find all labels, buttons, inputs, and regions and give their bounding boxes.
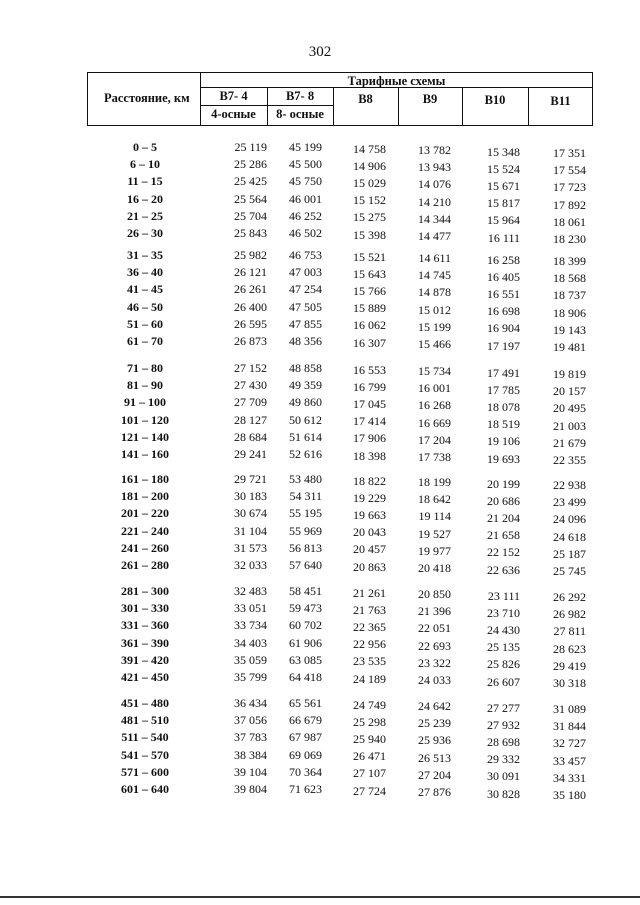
tariff-value: 21 204 [487, 510, 520, 525]
distance-range: 261 – 280 [121, 558, 169, 572]
tariff-value: 23 710 [487, 605, 520, 620]
tariff-value: 35 059 [234, 652, 267, 667]
tariff-value: 28 698 [487, 734, 520, 749]
tariff-value: 25 135 [487, 640, 520, 655]
tariff-value: 46 502 [289, 226, 322, 240]
tariff-value: 25 982 [234, 248, 267, 262]
tariff-value: 55 969 [289, 523, 322, 538]
tariff-value: 13 782 [418, 143, 451, 157]
tariff-value: 56 813 [289, 540, 322, 555]
tariff-value: 19 229 [353, 490, 386, 505]
tariff-value: 17 351 [553, 146, 586, 160]
tariff-value: 30 091 [487, 769, 520, 784]
tariff-value: 13 943 [418, 160, 451, 175]
distance-range: 41 – 45 [127, 282, 163, 297]
tariff-value: 15 012 [418, 302, 451, 317]
tariff-value: 17 892 [553, 197, 586, 212]
tariff-value: 46 001 [289, 191, 322, 206]
tariff-value: 26 513 [418, 750, 451, 765]
tariff-value: 15 734 [418, 364, 451, 378]
tariff-value: 21 261 [353, 585, 386, 600]
tariff-value: 26 595 [234, 316, 267, 331]
tariff-value: 61 906 [289, 635, 322, 650]
tariff-value: 25 119 [234, 140, 267, 154]
tariff-value: 22 956 [353, 637, 386, 652]
tariff-value: 27 932 [487, 717, 520, 732]
tariff-value: 22 636 [487, 562, 520, 577]
col-header-b8: В8 [358, 92, 373, 106]
tariff-value: 20 863 [353, 559, 386, 574]
tariff-value: 15 199 [418, 319, 451, 334]
distance-range: 31 – 35 [127, 248, 163, 262]
tariff-value: 22 938 [553, 478, 586, 492]
tariff-value: 27 107 [353, 766, 386, 781]
tariff-value: 24 430 [487, 622, 520, 637]
col-header-b10: В10 [484, 93, 506, 107]
tariff-value: 16 001 [418, 381, 451, 396]
distance-range: 181 – 200 [121, 489, 169, 504]
tariff-value: 16 405 [487, 269, 520, 284]
tariff-value: 29 241 [234, 447, 267, 461]
tariff-value: 71 623 [289, 782, 322, 796]
tariff-value: 18 199 [418, 475, 451, 489]
tariff-value: 25 704 [234, 208, 267, 223]
tariff-value: 21 658 [487, 528, 520, 543]
tariff-value: 19 481 [553, 340, 586, 354]
distance-range: 36 – 40 [127, 265, 163, 280]
page-bottom-rule [0, 896, 640, 898]
distance-range: 21 – 25 [127, 208, 163, 223]
tariff-value: 15 766 [353, 283, 386, 298]
tariff-value: 22 051 [418, 621, 451, 636]
tariff-value: 25 564 [234, 191, 267, 206]
tariff-value: 20 495 [553, 401, 586, 416]
distance-range: 26 – 30 [127, 226, 163, 240]
tariff-value: 45 750 [289, 174, 322, 189]
distance-range: 121 – 140 [121, 429, 169, 444]
tariff-value: 23 111 [487, 588, 520, 603]
distance-range: 451 – 480 [121, 696, 169, 710]
tariff-value: 23 499 [553, 495, 586, 510]
tariff-value: 27 811 [553, 624, 586, 639]
tariff-value: 27 204 [418, 767, 451, 782]
tariff-value: 16 551 [487, 286, 520, 301]
tariff-value: 31 844 [553, 719, 586, 734]
tariff-value: 22 355 [553, 453, 586, 467]
tariff-value: 17 197 [487, 338, 520, 353]
tariff-value: 63 085 [289, 652, 322, 667]
tariff-value: 26 982 [553, 607, 586, 622]
tariff-value: 15 275 [353, 210, 386, 225]
tariff-value: 14 210 [418, 194, 451, 209]
tariff-value: 36 434 [234, 696, 267, 710]
tariff-value: 30 674 [234, 506, 267, 521]
distance-range: 421 – 450 [121, 670, 169, 684]
tariff-value: 30 318 [553, 676, 586, 690]
tariff-value: 18 078 [487, 399, 520, 414]
tariff-value: 59 473 [289, 601, 322, 616]
tariff-value: 45 500 [289, 157, 322, 172]
tariff-value: 14 611 [418, 251, 451, 265]
distance-range: 221 – 240 [121, 523, 169, 538]
tariff-value: 17 554 [553, 163, 586, 178]
tariff-value: 15 524 [487, 161, 520, 176]
tariff-value: 31 089 [553, 702, 586, 716]
tariff-value: 20 157 [553, 384, 586, 399]
tariff-value: 15 348 [487, 144, 520, 159]
tariff-value: 22 152 [487, 545, 520, 560]
tariff-value: 15 817 [487, 196, 520, 211]
col-header-b74: В7- 4 [219, 89, 248, 103]
tariff-value: 19 977 [418, 543, 451, 558]
distance-range: 241 – 260 [121, 540, 169, 555]
tariff-value: 19 143 [553, 322, 586, 337]
tariff-value: 28 684 [234, 429, 267, 444]
tariff-value: 15 671 [487, 178, 520, 193]
tariff-value: 17 723 [553, 180, 586, 195]
tariff-value: 48 356 [289, 334, 322, 348]
tariff-value: 18 822 [353, 473, 386, 488]
tariff-value: 37 783 [234, 730, 267, 745]
tariff-value: 25 286 [234, 157, 267, 172]
page-number: 302 [308, 44, 332, 60]
tariff-value: 14 344 [418, 211, 451, 226]
tariff-value: 19 663 [353, 507, 386, 522]
distance-range: 331 – 360 [121, 618, 169, 633]
tariff-value: 16 111 [487, 230, 520, 245]
tariff-value: 15 398 [353, 227, 386, 242]
distance-range: 361 – 390 [121, 635, 169, 650]
tariff-value: 46 252 [289, 208, 322, 223]
tariff-value: 29 721 [234, 472, 267, 486]
tariff-value: 24 618 [553, 529, 586, 544]
tariff-value: 60 702 [289, 618, 322, 633]
tariff-value: 14 745 [418, 268, 451, 283]
tariff-value: 37 056 [234, 713, 267, 728]
tariff-value: 18 642 [418, 492, 451, 507]
tariff-value: 27 277 [487, 700, 520, 715]
distance-header: Расстояние, км [104, 91, 190, 105]
tariff-value: 30 828 [487, 786, 520, 801]
tariff-value: 16 669 [418, 415, 451, 430]
distance-range: 601 – 640 [121, 782, 169, 796]
tariff-value: 25 940 [353, 731, 386, 746]
tariff-value: 47 855 [289, 316, 322, 331]
distance-range: 541 – 570 [121, 747, 169, 762]
tariff-value: 21 396 [418, 604, 451, 619]
distance-range: 91 – 100 [124, 395, 166, 410]
distance-range: 101 – 120 [121, 412, 169, 427]
tariff-value: 30 183 [234, 489, 267, 504]
tariff-value: 24 033 [418, 673, 451, 687]
tariff-value: 33 457 [553, 753, 586, 768]
tariff-value: 27 430 [234, 378, 267, 393]
tariff-value: 65 561 [289, 696, 322, 710]
tariff-value: 18 061 [553, 214, 586, 229]
distance-range: 71 – 80 [127, 361, 163, 375]
tariff-value: 20 686 [487, 493, 520, 508]
tariff-value: 46 753 [289, 248, 322, 262]
tariff-value: 22 693 [418, 638, 451, 653]
tariff-value: 17 204 [418, 432, 451, 447]
tariff-value: 24 096 [553, 512, 586, 527]
tariff-value: 26 400 [234, 299, 267, 314]
tariff-value: 25 298 [353, 714, 386, 729]
tariff-header: Тарифные схемы [347, 74, 446, 88]
tariff-value: 21 679 [553, 435, 586, 450]
tariff-value: 25 187 [553, 546, 586, 561]
tariff-value: 15 889 [353, 301, 386, 316]
tariff-value: 20 043 [353, 525, 386, 540]
tariff-value: 26 873 [234, 334, 267, 348]
tariff-value: 18 568 [553, 271, 586, 286]
distance-range: 201 – 220 [121, 506, 169, 521]
tariff-value: 28 127 [234, 412, 267, 427]
tariff-value: 25 425 [234, 174, 267, 189]
tariff-value: 66 679 [289, 713, 322, 728]
distance-range: 61 – 70 [127, 334, 163, 348]
tariff-value: 24 189 [353, 671, 386, 686]
tariff-value: 16 062 [353, 318, 386, 333]
tariff-value: 25 936 [418, 733, 451, 748]
tariff-value: 27 724 [353, 783, 386, 798]
tariff-value: 32 033 [234, 558, 267, 572]
tariff-value: 32 727 [553, 736, 586, 751]
tariff-value: 29 332 [487, 752, 520, 767]
tariff-value: 51 614 [289, 429, 322, 444]
tariff-value: 14 758 [353, 141, 386, 156]
tariff-value: 26 261 [234, 282, 267, 297]
col-header-b9: В9 [422, 92, 438, 106]
tariff-value: 70 364 [289, 764, 322, 779]
tariff-value: 34 331 [553, 770, 586, 785]
tariff-value: 15 964 [487, 213, 520, 228]
tariff-value: 18 399 [553, 254, 586, 268]
tariff-value: 20 850 [418, 587, 451, 601]
tariff-value: 45 199 [289, 140, 322, 154]
tariff-value: 25 826 [487, 657, 520, 672]
tariff-value: 28 623 [553, 641, 586, 656]
tariff-value: 18 737 [553, 288, 586, 303]
tariff-value: 26 121 [234, 265, 267, 280]
tariff-value: 24 642 [418, 699, 451, 713]
tariff-value: 17 785 [487, 382, 520, 397]
distance-range: 6 – 10 [130, 157, 160, 172]
tariff-value: 19 527 [418, 526, 451, 541]
tariff-value: 47 003 [289, 265, 322, 280]
tariff-value: 15 521 [353, 249, 386, 264]
tariff-value: 18 230 [553, 232, 586, 246]
tariff-value: 15 029 [353, 175, 386, 190]
tariff-value: 38 384 [234, 747, 267, 762]
tariff-value: 24 749 [353, 697, 386, 712]
tariff-value: 15 466 [418, 337, 451, 351]
tariff-value: 19 693 [487, 451, 520, 466]
tariff-value: 52 616 [289, 447, 322, 461]
tariff-value: 16 553 [353, 362, 386, 377]
tariff-value: 35 799 [234, 670, 267, 684]
distance-range: 141 – 160 [121, 447, 169, 461]
tariff-value: 23 535 [353, 654, 386, 669]
tariff-value: 55 195 [289, 506, 322, 521]
tariff-value: 26 471 [353, 749, 386, 764]
tariff-value: 35 180 [553, 788, 586, 802]
tariff-value: 16 904 [487, 321, 520, 336]
distance-range: 161 – 180 [121, 472, 169, 486]
tariff-value: 20 457 [353, 542, 386, 557]
tariff-value: 39 104 [234, 764, 267, 779]
tariff-value: 26 292 [553, 590, 586, 604]
col-header-b11: В11 [550, 94, 571, 108]
tariff-value: 64 418 [289, 670, 322, 684]
tariff-value: 69 069 [289, 747, 322, 762]
tariff-value: 17 491 [487, 365, 520, 380]
tariff-value: 14 076 [418, 177, 451, 192]
tariff-value: 17 414 [353, 414, 386, 429]
tariff-value: 15 152 [353, 193, 386, 208]
tariff-value: 27 152 [234, 361, 267, 375]
tariff-value: 54 311 [289, 489, 322, 504]
distance-range: 11 – 15 [127, 174, 163, 189]
distance-range: 51 – 60 [127, 316, 163, 331]
distance-range: 391 – 420 [121, 652, 169, 667]
tariff-value: 31 104 [234, 523, 267, 538]
tariff-value: 53 480 [289, 472, 322, 486]
tariff-value: 17 738 [418, 450, 451, 464]
col-subheader-b78: 8- осные [276, 107, 324, 121]
distance-range: 16 – 20 [127, 191, 163, 206]
distance-range: 481 – 510 [121, 713, 169, 728]
tariff-value: 14 477 [418, 229, 451, 243]
tariff-value: 19 106 [487, 434, 520, 449]
tariff-value: 25 239 [418, 716, 451, 731]
tariff-value: 27 876 [418, 785, 451, 799]
tariff-value: 21 763 [353, 602, 386, 617]
tariff-value: 18 519 [487, 417, 520, 432]
distance-range: 0 – 5 [133, 140, 157, 154]
tariff-value: 32 483 [234, 584, 267, 598]
distance-range: 281 – 300 [121, 584, 169, 598]
tariff-value: 49 359 [289, 378, 322, 393]
tariff-value: 17 045 [353, 396, 386, 411]
distance-range: 301 – 330 [121, 601, 169, 616]
tariff-value: 25 843 [234, 226, 267, 240]
tariff-value: 39 804 [234, 782, 267, 796]
tariff-value: 47 254 [289, 282, 322, 297]
tariff-value: 25 745 [553, 564, 586, 578]
tariff-value: 29 419 [553, 658, 586, 673]
tariff-value: 16 799 [353, 379, 386, 394]
col-subheader-b74: 4-осные [211, 107, 256, 121]
tariff-value: 22 365 [353, 619, 386, 634]
tariff-value: 31 573 [234, 540, 267, 555]
tariff-value: 48 858 [289, 361, 322, 375]
tariff-value: 16 307 [353, 335, 386, 350]
tariff-value: 16 698 [487, 304, 520, 319]
tariff-value: 15 643 [353, 266, 386, 281]
tariff-value: 18 398 [353, 448, 386, 463]
tariff-value: 18 906 [553, 305, 586, 320]
tariff-value: 14 906 [353, 158, 386, 173]
tariff-value: 14 878 [418, 285, 451, 300]
tariff-value: 16 258 [487, 252, 520, 267]
tariff-value: 16 268 [418, 398, 451, 413]
tariff-value: 17 906 [353, 431, 386, 446]
tariff-value: 21 003 [553, 418, 586, 433]
tariff-value: 19 819 [553, 367, 586, 381]
tariff-value: 49 860 [289, 395, 322, 410]
tariff-value: 23 322 [418, 655, 451, 670]
distance-range: 81 – 90 [127, 378, 163, 393]
distance-range: 511 – 540 [121, 730, 169, 745]
distance-range: 571 – 600 [121, 764, 169, 779]
col-header-b78: В7- 8 [285, 89, 315, 103]
distance-range: 46 – 50 [127, 299, 163, 314]
tariff-value: 20 418 [418, 561, 451, 575]
tariff-value: 67 987 [289, 730, 322, 745]
tariff-value: 33 051 [234, 601, 267, 616]
tariff-value: 26 607 [487, 674, 520, 689]
tariff-value: 19 114 [418, 509, 451, 524]
tariff-value: 50 612 [289, 412, 322, 427]
tariff-value: 20 199 [487, 476, 520, 491]
tariff-value: 58 451 [289, 584, 322, 598]
tariff-value: 27 709 [234, 395, 267, 410]
tariff-value: 57 640 [289, 558, 322, 572]
tariff-value: 47 505 [289, 299, 322, 314]
tariff-value: 34 403 [234, 635, 267, 650]
tariff-value: 33 734 [234, 618, 267, 633]
